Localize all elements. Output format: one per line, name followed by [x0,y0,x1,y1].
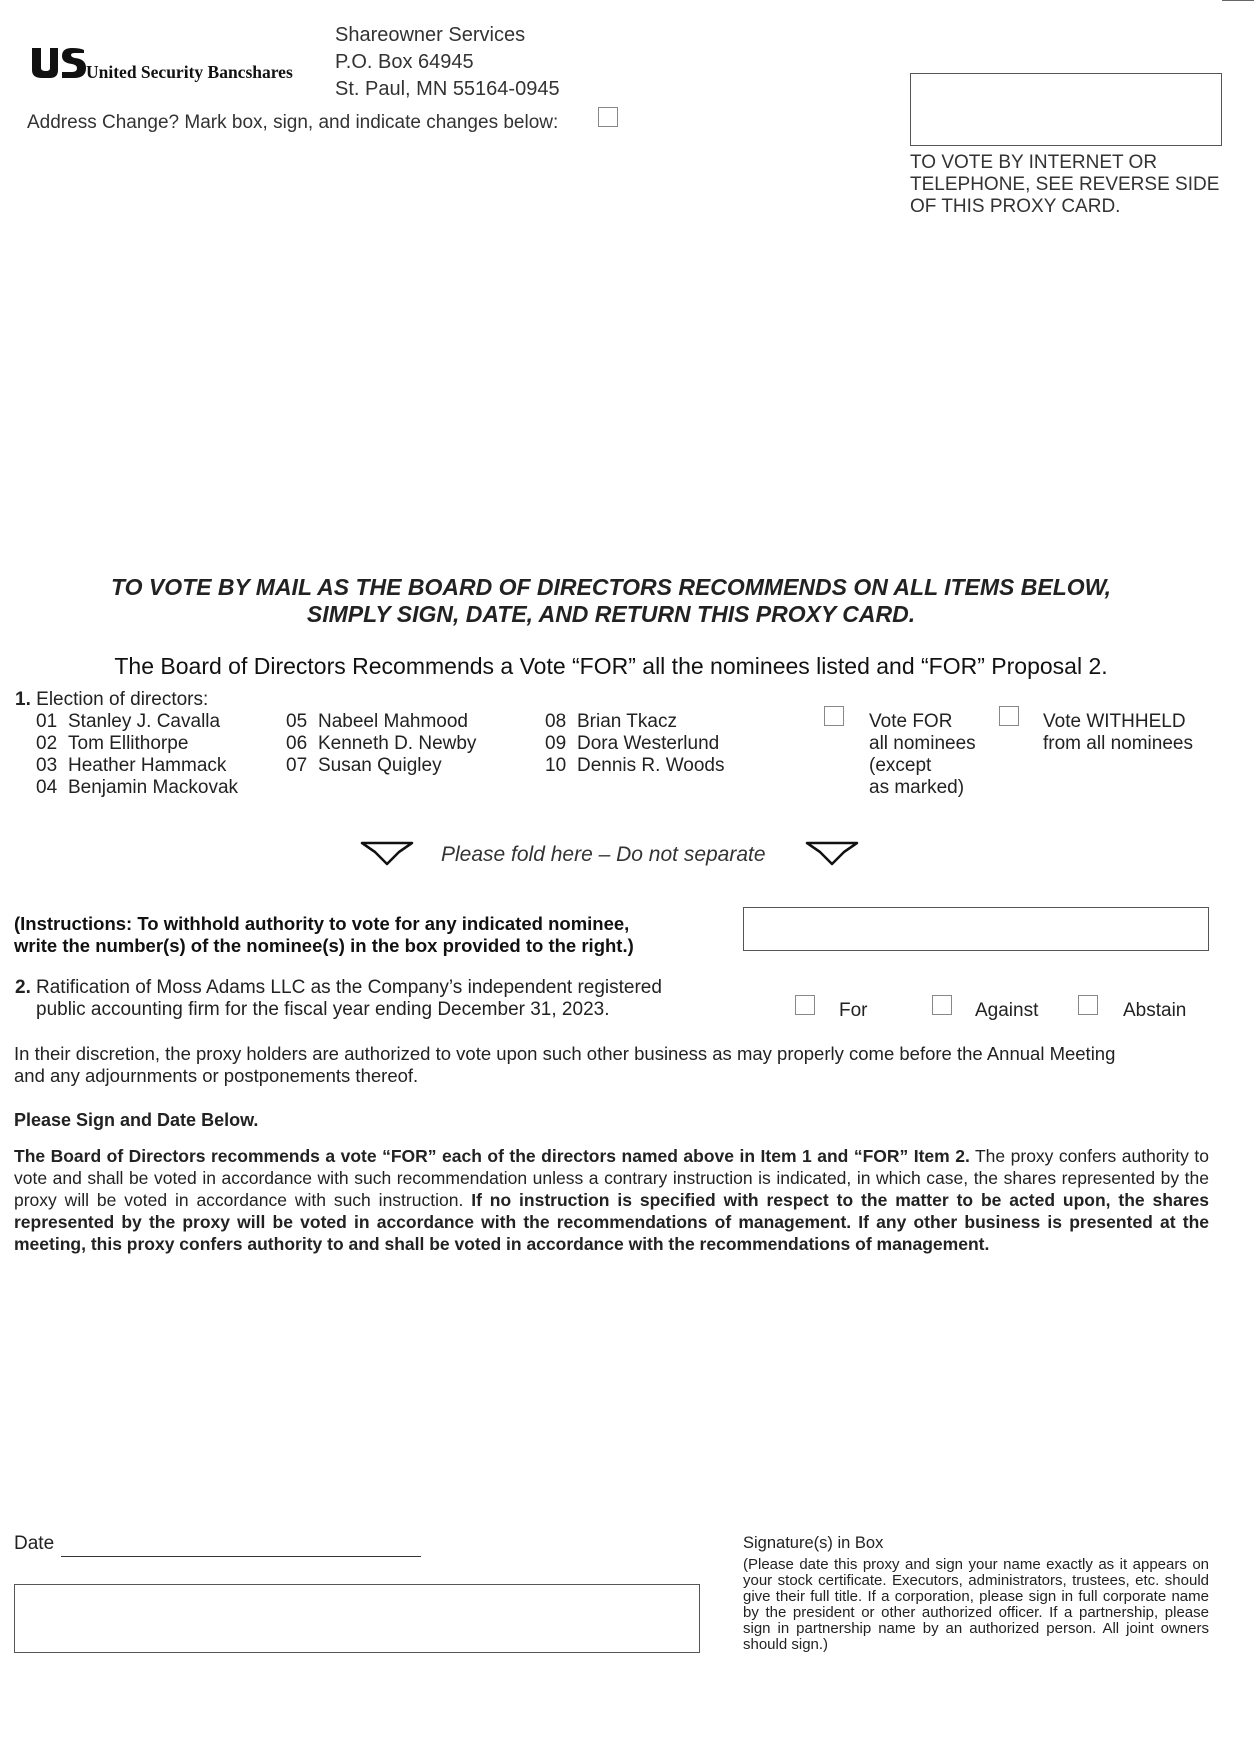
list-item: 05 Nabeel Mahmood [286,711,468,732]
mail-notice-line: TO VOTE BY MAIL AS THE BOARD OF DIRECTORS RECOMMENDS ON ALL ITEMS BELOW, [110,574,1112,600]
vote-notice-line: TO VOTE BY INTERNET OR [910,152,1158,173]
item2-abstain-label: Abstain [1123,1000,1187,1021]
recommendation-paragraph: The Board of Directors recommends a vote “FOR” each of the directors named above in Item 1 and “FOR” Item 2. The proxy confers authority to vote and shall be voted in accordance with such recommendation unless a contrary instruction is indicated, in which case, the shares represented by the proxy will be voted in accordance with such instruction. If no instruction is specified with respect to the matter to be acted upon, the shares represented by the proxy will be voted in accordance with the recommendations of management. If any other business is presented at the meeting, this proxy confers authority to and shall be voted in accordance with the recommendations of management. [14,1146,1209,1254]
board-recommendation: The Board of Directors Recommends a Vote “FOR” all the nominees listed and “FOR” Proposal 2. [114,653,1108,679]
date-label: Date [14,1533,55,1554]
list-item: 06 Kenneth D. Newby [286,733,477,754]
fold-arrow-left-icon [359,840,415,868]
date-input[interactable] [61,1548,421,1557]
address-line: P.O. Box 64945 [335,51,474,73]
signature-box[interactable] [14,1584,700,1653]
item1-number: 1. [15,689,31,710]
mail-vote-notice [0,574,1222,628]
logo-text: United Security Bancshares [86,62,293,82]
item1-title: Election of directors: [36,689,209,710]
logo-mark-icon [28,44,86,82]
vote-for-all-checkbox[interactable] [824,706,844,726]
list-item: 07 Susan Quigley [286,755,442,776]
item2-text: Ratification of Moss Adams LLC as the Company’s independent registered public accounting firm for the fiscal year ending December 31, 2023. [36,977,662,1020]
withhold-nominee-input[interactable] [743,907,1209,951]
list-item: 03 Heather Hammack [36,755,227,776]
sign-heading: Please Sign and Date Below. [14,1110,259,1130]
list-item: 02 Tom Ellithorpe [36,733,189,754]
list-item: 01 Stanley J. Cavalla [36,711,221,732]
signature-instructions: (Please date this proxy and sign your name exactly as it appears on your stock certificate. Executors, administrators, trustees, etc. should give their full title. If a corporation, please sign in full corporate name by the president or other authorized officer. If a partnership, please sign in partnership name by an authorized person. All joint owners should sign.) [743,1556,1209,1653]
withhold-instructions: (Instructions: To withhold authority to vote for any indicated nominee, write the number(s) of the nominee(s) in the box provided to the right.) [14,913,634,956]
fold-arrow-right-icon [804,840,860,868]
item2-number: 2. [15,977,31,998]
internet-vote-notice [910,152,1219,218]
list-item: 04 Benjamin Mackovak [36,777,239,798]
discretion-text: In their discretion, the proxy holders are authorized to vote upon such other business as may properly come before the Annual Meeting and any adjournments or postponements thereof. [14,1043,1116,1086]
item1-heading [15,689,208,711]
item2-for-checkbox[interactable] [795,995,815,1015]
item2-abstain-checkbox[interactable] [1078,995,1098,1015]
vote-withheld-checkbox[interactable] [999,706,1019,726]
item2-against-label: Against [975,1000,1039,1021]
address-line: St. Paul, MN 55164-0945 [335,78,560,100]
account-box [910,73,1222,146]
corner-rule [1222,0,1254,1]
vote-notice-line: OF THIS PROXY CARD. [910,196,1121,217]
list-item: 09 Dora Westerlund [545,733,720,754]
signature-label: Signature(s) in Box [743,1534,884,1552]
vote-for-all-label: Vote FOR all nominees (except as marked) [869,711,976,798]
address-change-label: Address Change? Mark box, sign, and indicate changes below: [27,112,559,133]
list-item: 08 Brian Tkacz [545,711,677,732]
fold-instruction: Please fold here – Do not separate [441,843,766,866]
item2-against-checkbox[interactable] [932,995,952,1015]
mail-notice-line: SIMPLY SIGN, DATE, AND RETURN THIS PROXY CARD. [306,601,916,627]
address-line: Shareowner Services [335,24,526,46]
return-address [335,22,560,103]
vote-withheld-label: Vote WITHHELD from all nominees [1043,711,1193,754]
vote-notice-line: TELEPHONE, SEE REVERSE SIDE [910,174,1220,195]
list-item: 10 Dennis R. Woods [545,755,725,776]
item2-for-label: For [839,1000,868,1021]
address-change-checkbox[interactable] [598,107,618,127]
